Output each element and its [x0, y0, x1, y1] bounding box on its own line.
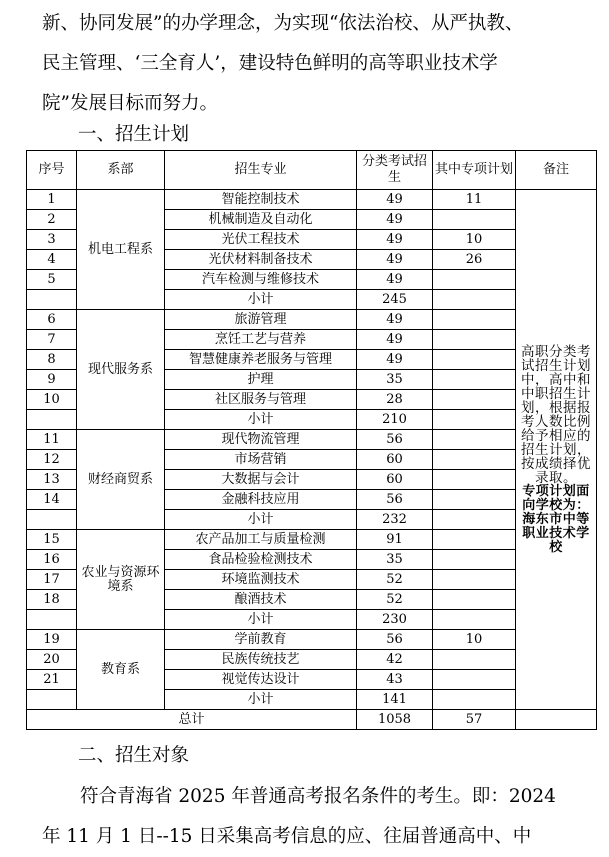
intro-line-2: 民主管理、‘三全育人’，建设特色鲜明的高等职业技术学 [42, 53, 498, 74]
header-exam: 分类考试招生 [357, 151, 433, 190]
table-row [27, 630, 597, 650]
exam-cell: 49 [357, 190, 433, 210]
special-cell [433, 650, 516, 670]
table-row [27, 190, 597, 210]
exam-cell: 56 [357, 630, 433, 650]
subtotal-value: 141 [357, 690, 433, 710]
subtotal-label: 小计 [165, 510, 357, 530]
header-dept: 系部 [77, 151, 165, 190]
seq-cell: 14 [27, 490, 77, 510]
seq-cell [27, 610, 77, 630]
subtotal-label: 小计 [165, 290, 357, 310]
exam-cell: 49 [357, 230, 433, 250]
table-row [27, 430, 597, 450]
special-cell: 10 [433, 230, 516, 250]
intro-line-3: 院”发展目标而努力。 [42, 93, 218, 114]
seq-cell: 13 [27, 470, 77, 490]
remark-cell [516, 190, 597, 710]
subtotal-label: 小计 [165, 610, 357, 630]
enrollment-plan-table [26, 150, 597, 730]
total-remark [516, 710, 597, 730]
seq-cell: 15 [27, 530, 77, 550]
special-cell [433, 570, 516, 590]
special-cell [433, 510, 516, 530]
section-title-enrollment-plan: 一、招生计划 [78, 124, 190, 145]
exam-cell: 49 [357, 330, 433, 350]
major-cell: 光伏工程技术 [165, 230, 357, 250]
major-cell: 智能控制技术 [165, 190, 357, 210]
major-cell: 光伏材料制备技术 [165, 250, 357, 270]
major-cell: 智慧健康养老服务与管理 [165, 350, 357, 370]
major-cell: 护理 [165, 370, 357, 390]
special-cell [433, 270, 516, 290]
major-cell: 酿酒技术 [165, 590, 357, 610]
major-cell: 烹饪工艺与营养 [165, 330, 357, 350]
special-cell [433, 290, 516, 310]
major-cell: 民族传统技艺 [165, 650, 357, 670]
exam-cell: 56 [357, 430, 433, 450]
seq-cell: 18 [27, 590, 77, 610]
exam-cell: 49 [357, 310, 433, 330]
exam-cell: 35 [357, 550, 433, 570]
special-cell: 10 [433, 630, 516, 650]
footer-line-1: 符合青海省 2025 年普通高考报名条件的考生。即：2024 [80, 786, 556, 807]
remark-text: 高职分类考试招生计划中，高中和中职招生计划，根据报考人数比例给予相应的招生计划，按成绩择优录取。 [521, 343, 591, 486]
remark-special-plan: 专项计划面向学校为：海东市中等职业技术学校 [522, 483, 590, 555]
seq-cell: 5 [27, 270, 77, 290]
dept-cell: 农业与资源环境系 [77, 530, 165, 630]
seq-cell: 2 [27, 210, 77, 230]
special-cell [433, 590, 516, 610]
header-remark: 备注 [516, 151, 597, 190]
header-major: 招生专业 [165, 151, 357, 190]
footer-line-2: 年 11 月 1 日--15 日采集高考信息的应、往届普通高中、中 [42, 826, 532, 847]
seq-cell [27, 690, 77, 710]
major-cell: 市场营销 [165, 450, 357, 470]
exam-cell: 43 [357, 670, 433, 690]
total-row [27, 710, 597, 730]
exam-cell: 28 [357, 390, 433, 410]
dept-cell: 财经商贸系 [77, 430, 165, 530]
seq-cell: 11 [27, 430, 77, 450]
table-row [27, 310, 597, 330]
seq-cell: 9 [27, 370, 77, 390]
major-cell: 农产品加工与质量检测 [165, 530, 357, 550]
special-cell [433, 350, 516, 370]
seq-cell: 3 [27, 230, 77, 250]
major-cell: 大数据与会计 [165, 470, 357, 490]
major-cell: 环境监测技术 [165, 570, 357, 590]
special-cell [433, 430, 516, 450]
special-cell [433, 690, 516, 710]
major-cell: 社区服务与管理 [165, 390, 357, 410]
exam-cell: 49 [357, 270, 433, 290]
special-cell [433, 410, 516, 430]
seq-cell: 8 [27, 350, 77, 370]
special-cell [433, 490, 516, 510]
seq-cell: 21 [27, 670, 77, 690]
special-cell [433, 370, 516, 390]
special-cell: 11 [433, 190, 516, 210]
seq-cell: 16 [27, 550, 77, 570]
special-cell [433, 390, 516, 410]
special-cell [433, 330, 516, 350]
major-cell: 食品检验检测技术 [165, 550, 357, 570]
subtotal-value: 232 [357, 510, 433, 530]
exam-cell: 49 [357, 350, 433, 370]
exam-cell: 52 [357, 570, 433, 590]
intro-line-1: 新、协同发展”的办学理念，为实现“依法治校、从严执教、 [42, 13, 524, 34]
subtotal-value: 230 [357, 610, 433, 630]
seq-cell: 7 [27, 330, 77, 350]
special-cell [433, 670, 516, 690]
seq-cell: 6 [27, 310, 77, 330]
special-cell [433, 310, 516, 330]
major-cell: 汽车检测与维修技术 [165, 270, 357, 290]
special-cell [433, 470, 516, 490]
footer-paragraph [42, 777, 602, 857]
seq-cell: 19 [27, 630, 77, 650]
exam-cell: 42 [357, 650, 433, 670]
table-body [27, 190, 597, 730]
exam-cell: 56 [357, 490, 433, 510]
special-cell [433, 530, 516, 550]
section-title-enrollment-targets: 二、招生对象 [78, 745, 190, 766]
header-special: 其中专项计划 [433, 151, 516, 190]
seq-cell [27, 290, 77, 310]
dept-cell: 现代服务系 [77, 310, 165, 430]
major-cell: 视觉传达设计 [165, 670, 357, 690]
major-cell: 旅游管理 [165, 310, 357, 330]
special-cell: 26 [433, 250, 516, 270]
subtotal-value: 245 [357, 290, 433, 310]
seq-cell: 10 [27, 390, 77, 410]
seq-cell: 20 [27, 650, 77, 670]
seq-cell [27, 510, 77, 530]
exam-cell: 60 [357, 450, 433, 470]
exam-cell: 49 [357, 250, 433, 270]
special-cell [433, 610, 516, 630]
exam-cell: 60 [357, 470, 433, 490]
subtotal-label: 小计 [165, 690, 357, 710]
total-label: 总计 [27, 710, 357, 730]
seq-cell: 17 [27, 570, 77, 590]
subtotal-value: 210 [357, 410, 433, 430]
special-cell [433, 210, 516, 230]
special-cell [433, 450, 516, 470]
major-cell: 金融科技应用 [165, 490, 357, 510]
exam-cell: 52 [357, 590, 433, 610]
total-exam: 1058 [357, 710, 433, 730]
seq-cell: 4 [27, 250, 77, 270]
exam-cell: 91 [357, 530, 433, 550]
seq-cell [27, 410, 77, 430]
table-row [27, 530, 597, 550]
major-cell: 机械制造及自动化 [165, 210, 357, 230]
total-special: 57 [433, 710, 516, 730]
exam-cell: 49 [357, 210, 433, 230]
table-header-row [27, 151, 597, 190]
subtotal-label: 小计 [165, 410, 357, 430]
major-cell: 现代物流管理 [165, 430, 357, 450]
major-cell: 学前教育 [165, 630, 357, 650]
dept-cell: 教育系 [77, 630, 165, 710]
intro-paragraph [42, 4, 602, 124]
header-seq: 序号 [27, 151, 77, 190]
seq-cell: 12 [27, 450, 77, 470]
seq-cell: 1 [27, 190, 77, 210]
special-cell [433, 550, 516, 570]
exam-cell: 35 [357, 370, 433, 390]
dept-cell: 机电工程系 [77, 190, 165, 310]
